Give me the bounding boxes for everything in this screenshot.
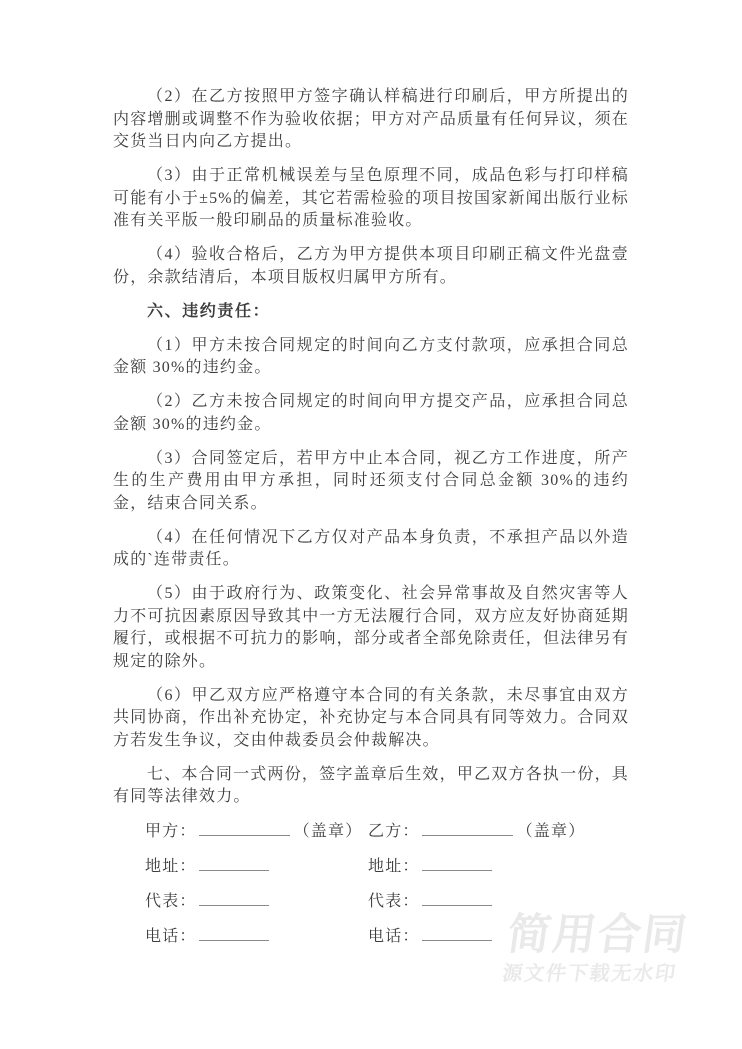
signature-row-representative (113, 890, 629, 914)
party-b-address-label: 地址： (368, 858, 420, 875)
party-b-name-label: 乙方： (368, 823, 420, 840)
party-a-name-blank (199, 820, 290, 836)
party-a-seal-label: （盖章） (293, 823, 363, 840)
breach-clause-3: （3）合同签定后，若甲方中止本合同，视乙方工作进度，所产生的生产费用由甲方承担，同时还须支付合同总金额 30%的违约金，结束合同关系。 (113, 449, 629, 512)
party-b-seal-label: （盖章） (516, 823, 586, 840)
party-a-representative-blank (199, 890, 269, 906)
party-a-phone-field (145, 925, 368, 949)
breach-clause-5: （5）由于政府行为、政策变化、社会异常事故及自然灾害等人力不可抗因素原因导致其中一方无法履行合同，双方应友好协商延期履行，或根据不可抗力的影响，部分或者全部免除责任，但法律另有规定的除外。 (113, 585, 630, 670)
party-b-representative-blank (422, 890, 492, 906)
contract-page (113, 86, 629, 949)
party-a-name-label: 甲方： (145, 823, 197, 840)
party-b-phone-field (368, 925, 492, 949)
party-b-address-field (368, 855, 492, 879)
closing-clause: 七、本合同一式两份，签字盖章后生效，甲乙双方各执一份，具有同等法律效力。 (113, 765, 629, 805)
party-a-address-field (145, 855, 368, 879)
party-a-phone-blank (199, 925, 269, 941)
party-a-address-label: 地址： (145, 858, 197, 875)
breach-clause-4: （4）在任何情况下乙方仅对产品本身负责，不承担产品以外造成的`连带责任。 (113, 528, 629, 568)
party-a-address-blank (199, 855, 269, 871)
contract-clause-5-2: （2）在乙方按照甲方签字确认样稿进行印刷后，甲方所提出的内容增删或调整不作为验收依据；甲方对产品质量有任何异议，须在交货当日内向乙方提出。 (113, 88, 630, 150)
signature-row-address (113, 855, 629, 879)
party-a-representative-label: 代表： (145, 893, 197, 910)
contract-clause-5-4: （4）验收合格后，乙方为甲方提供本项目印刷正稿文件光盘壹份，余款结清后，本项目版权归属甲方所有。 (113, 246, 629, 286)
party-b-phone-label: 电话： (368, 928, 420, 945)
contract-clause-5-3: （3）由于正常机械误差与呈色原理不同，成品色彩与打印样稿可能有小于±5%的偏差，其它若需检验的项目按国家新闻出版行业标准有关平版一般印刷品的质量标准验收。 (113, 167, 629, 229)
section-heading-breach-liability: 六、违约责任： (147, 302, 271, 320)
watermark-title: 简用合同 (504, 911, 692, 959)
signature-row-phone (113, 925, 629, 949)
party-a-phone-label: 电话： (145, 928, 197, 945)
breach-clause-6: （6）甲乙双方应严格遵守本合同的有关条款，未尽事宜由双方共同协商，作出补充协定，补充协定与本合同具有同等效力。合同双方若发生争议，交由仲裁委员会仲裁解决。 (113, 686, 630, 749)
party-a-name-field (145, 820, 368, 844)
signature-block (113, 820, 629, 949)
party-b-address-blank (422, 855, 492, 871)
signature-row-name (113, 820, 629, 844)
breach-clause-1: （1）甲方未按合同规定的时间向乙方支付款项，应承担合同总金额 30%的违约金。 (113, 336, 629, 376)
party-b-phone-blank (422, 925, 492, 941)
breach-clause-2: （2）乙方未按合同规定的时间向甲方提交产品，应承担合同总金额 30%的违约金。 (113, 393, 629, 433)
party-b-name-blank (422, 820, 513, 836)
party-b-name-field (368, 820, 585, 844)
party-b-representative-field (368, 890, 492, 914)
watermark-subtitle: 源文件下载无水印 (500, 963, 679, 985)
party-a-representative-field (145, 890, 368, 914)
party-b-representative-label: 代表： (368, 893, 420, 910)
